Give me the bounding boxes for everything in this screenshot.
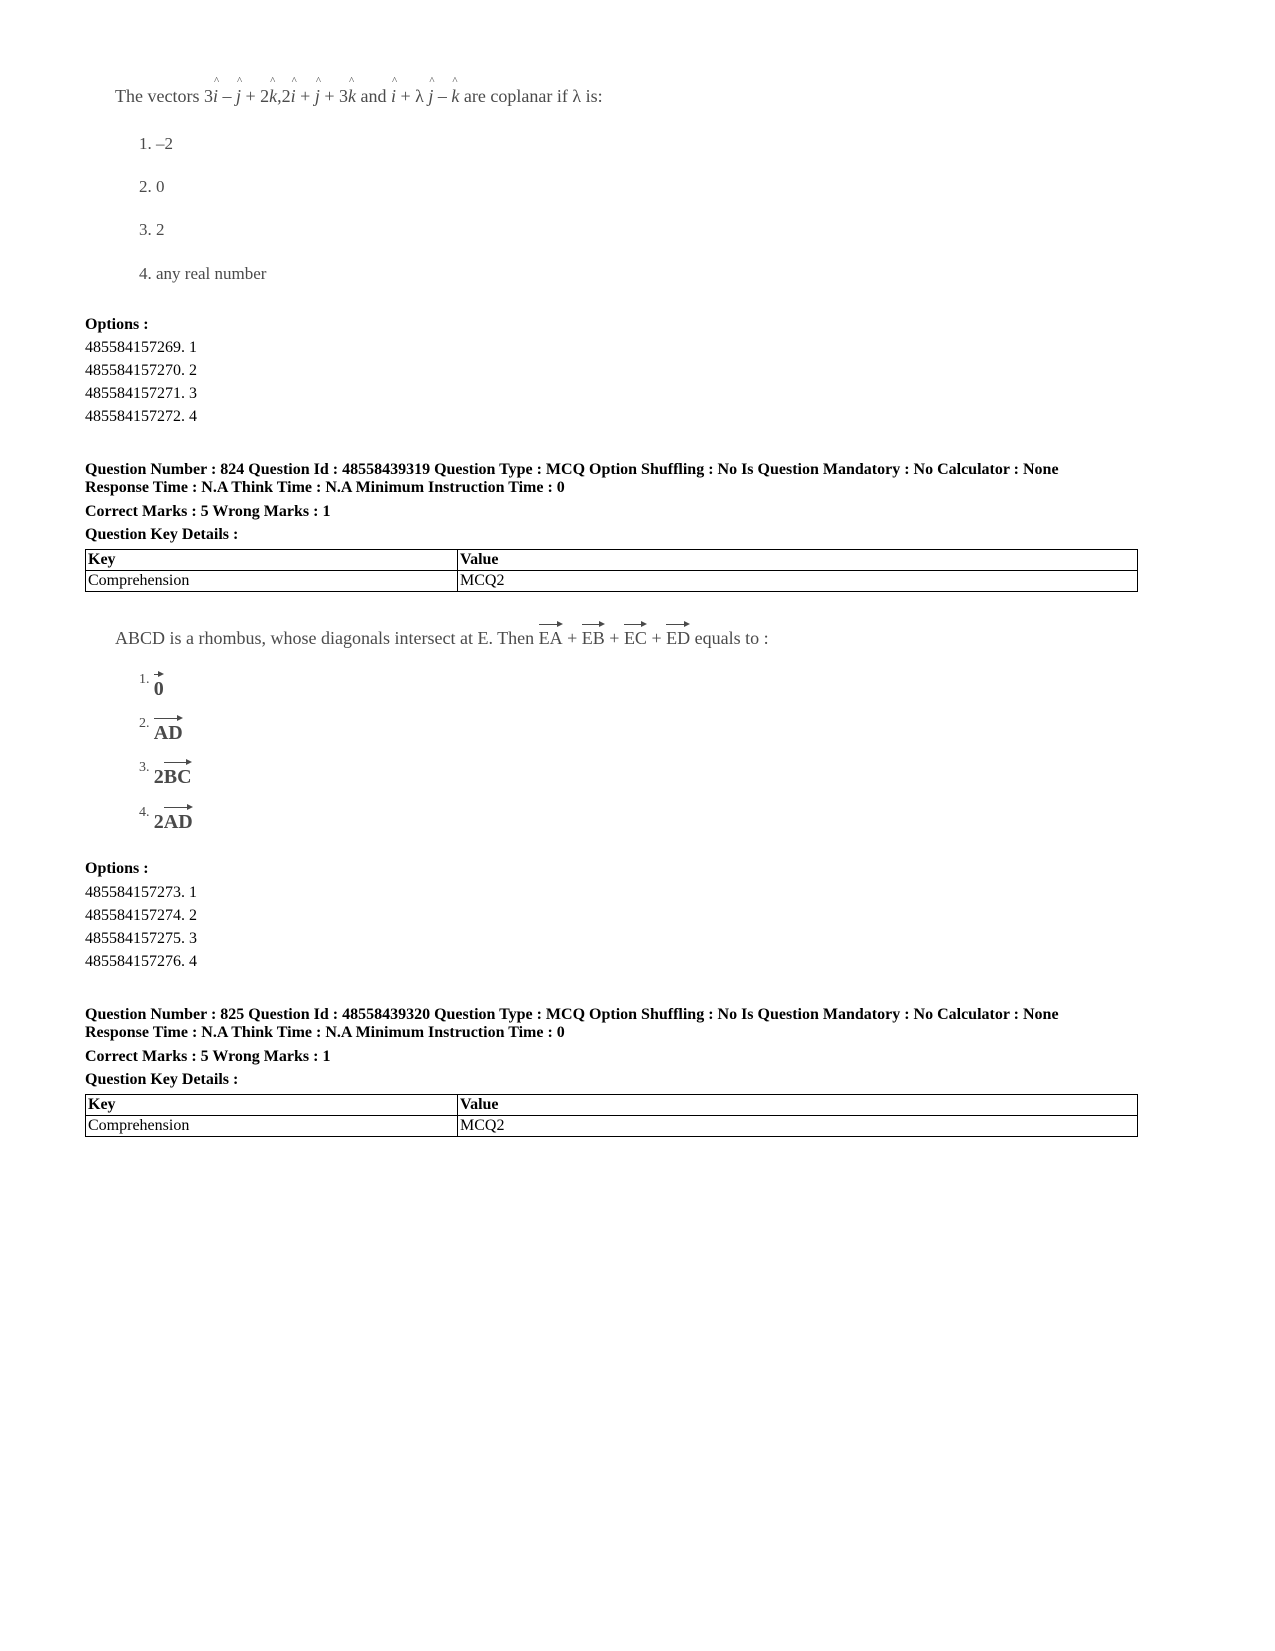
image-option-2: 2. 0	[139, 177, 165, 196]
option-id-824-3: 485584157275. 3	[85, 930, 197, 947]
options-heading-824: Options :	[85, 860, 149, 877]
row-value: MCQ2	[458, 1116, 1138, 1137]
meta-line-2: Response Time : N.A Think Time : N.A Minimum Instruction Time : 0	[85, 1024, 565, 1041]
question-stem: The vectors 3^ i – ^ j + 2^ k,2^ i + ^ j + 3^ k and ^ i + λ ^ j – ^ k are coplanar if λ is:	[115, 86, 603, 107]
question-image-rhombus	[115, 622, 769, 649]
marks-825: Correct Marks : 5 Wrong Marks : 1	[85, 1048, 331, 1065]
table-header-row	[86, 550, 1138, 571]
option-id-824-2: 485584157274. 2	[85, 907, 197, 924]
vector-ea: EA	[539, 622, 563, 649]
key-details-label-824: Question Key Details :	[85, 526, 239, 543]
key-details-label-825: Question Key Details :	[85, 1071, 239, 1088]
options-heading: Options :	[85, 316, 149, 333]
table-header-row	[86, 1095, 1138, 1116]
row-value: MCQ2	[458, 571, 1138, 592]
rhombus-option-1: $^{1.}$ 0	[139, 672, 164, 700]
vector-ed: ED	[666, 622, 690, 649]
option-id-4: 485584157272. 4	[85, 408, 197, 425]
table-row	[86, 571, 1138, 592]
image-option-4: 4. any real number	[139, 264, 267, 283]
vector-eb: EB	[582, 622, 605, 649]
option-id-1: 485584157269. 1	[85, 339, 197, 356]
question-meta-825	[85, 1006, 1145, 1042]
option-id-3: 485584157271. 3	[85, 385, 197, 402]
row-key: Comprehension	[86, 571, 458, 592]
rhombus-option-2: $^{2.}$ AD	[139, 716, 183, 744]
question-meta-824	[85, 461, 1145, 497]
option-id-824-4: 485584157276. 4	[85, 953, 197, 970]
marks-824: Correct Marks : 5 Wrong Marks : 1	[85, 503, 331, 520]
meta-line-1: Question Number : 825 Question Id : 48558439320 Question Type : MCQ Option Shuffling : No Is Question Mandatory : No Calculator : None	[85, 1006, 1059, 1023]
row-key: Comprehension	[86, 1116, 458, 1137]
header-value: Value	[458, 1095, 1138, 1116]
question-stem-824: ABCD is a rhombus, whose diagonals intersect at E. Then EA + EB + EC + ED equals to :	[115, 622, 769, 649]
rhombus-option-4: $^{4.}$ 2AD	[139, 805, 193, 833]
question-image-vectors	[115, 86, 603, 107]
meta-line-2: Response Time : N.A Think Time : N.A Minimum Instruction Time : 0	[85, 479, 565, 496]
rhombus-option-3: $^{3.}$ 2BC	[139, 760, 192, 788]
key-details-table-825	[85, 1094, 1138, 1137]
header-value: Value	[458, 550, 1138, 571]
image-option-1: 1. –2	[139, 134, 173, 153]
vector-ec: EC	[624, 622, 647, 649]
image-option-3: 3. 2	[139, 220, 165, 239]
meta-line-1: Question Number : 824 Question Id : 48558439319 Question Type : MCQ Option Shuffling : No Is Question Mandatory : No Calculator : None	[85, 461, 1059, 478]
option-id-824-1: 485584157273. 1	[85, 884, 197, 901]
key-details-table-824	[85, 549, 1138, 592]
header-key: Key	[86, 550, 458, 571]
table-row	[86, 1116, 1138, 1137]
option-id-2: 485584157270. 2	[85, 362, 197, 379]
header-key: Key	[86, 1095, 458, 1116]
